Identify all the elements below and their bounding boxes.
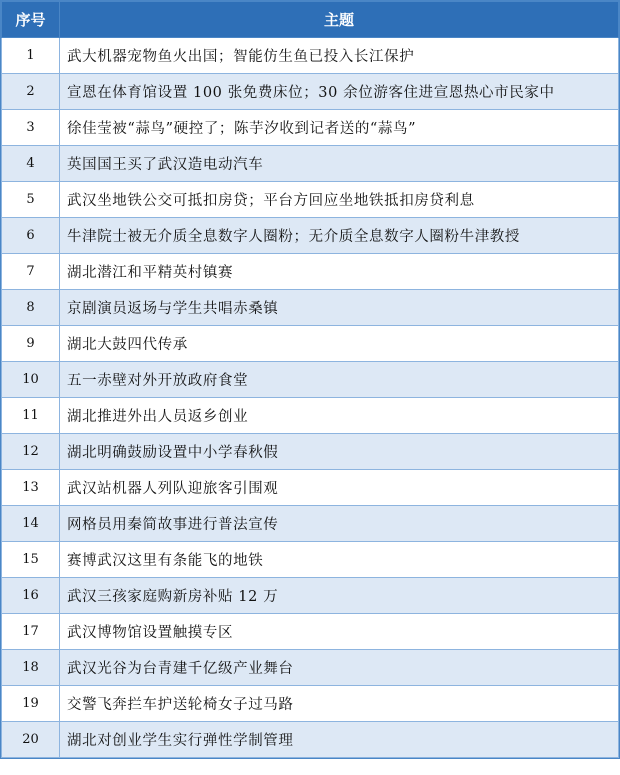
table-row — [2, 362, 619, 398]
row-number: 1 — [2, 38, 60, 74]
row-topic: 牛津院士被无介质全息数字人圈粉；无介质全息数字人圈粉牛津教授 — [60, 218, 619, 254]
row-number: 12 — [2, 434, 60, 470]
row-number: 13 — [2, 470, 60, 506]
row-number: 19 — [2, 686, 60, 722]
table-row — [2, 146, 619, 182]
row-number: 4 — [2, 146, 60, 182]
row-topic: 网格员用秦简故事进行普法宣传 — [60, 506, 619, 542]
table-row — [2, 218, 619, 254]
row-number: 3 — [2, 110, 60, 146]
table-row — [2, 686, 619, 722]
row-topic: 武汉博物馆设置触摸专区 — [60, 614, 619, 650]
row-topic: 交警飞奔拦车护送轮椅女子过马路 — [60, 686, 619, 722]
table-row — [2, 290, 619, 326]
table-row — [2, 74, 619, 110]
row-number: 9 — [2, 326, 60, 362]
row-topic: 赛博武汉这里有条能飞的地铁 — [60, 542, 619, 578]
header-no: 序号 — [2, 2, 60, 38]
table-row — [2, 722, 619, 758]
row-number: 8 — [2, 290, 60, 326]
row-topic: 京剧演员返场与学生共唱赤桑镇 — [60, 290, 619, 326]
row-number: 10 — [2, 362, 60, 398]
row-number: 6 — [2, 218, 60, 254]
row-number: 2 — [2, 74, 60, 110]
table-row — [2, 542, 619, 578]
table-row — [2, 650, 619, 686]
row-topic: 武汉光谷为台青建千亿级产业舞台 — [60, 650, 619, 686]
table-row — [2, 326, 619, 362]
table-row — [2, 38, 619, 74]
table-row — [2, 470, 619, 506]
row-number: 20 — [2, 722, 60, 758]
row-topic: 五一赤壁对外开放政府食堂 — [60, 362, 619, 398]
row-topic: 湖北明确鼓励设置中小学春秋假 — [60, 434, 619, 470]
row-number: 7 — [2, 254, 60, 290]
row-number: 17 — [2, 614, 60, 650]
row-topic: 武大机器宠物鱼火出国；智能仿生鱼已投入长江保护 — [60, 38, 619, 74]
table-row — [2, 578, 619, 614]
row-number: 5 — [2, 182, 60, 218]
table-row — [2, 182, 619, 218]
topics-table — [1, 1, 619, 758]
row-topic: 武汉三孩家庭购新房补贴 12 万 — [60, 578, 619, 614]
row-number: 15 — [2, 542, 60, 578]
table-row — [2, 434, 619, 470]
row-number: 11 — [2, 398, 60, 434]
row-topic: 湖北潜江和平精英村镇赛 — [60, 254, 619, 290]
table-row — [2, 614, 619, 650]
row-number: 18 — [2, 650, 60, 686]
row-topic: 湖北对创业学生实行弹性学制管理 — [60, 722, 619, 758]
table-row — [2, 110, 619, 146]
table-row — [2, 398, 619, 434]
row-topic: 湖北推进外出人员返乡创业 — [60, 398, 619, 434]
row-number: 14 — [2, 506, 60, 542]
table-header-row — [2, 2, 619, 38]
row-topic: 宣恩在体育馆设置 100 张免费床位；30 余位游客住进宣恩热心市民家中 — [60, 74, 619, 110]
row-topic: 徐佳莹被“蒜鸟”硬控了；陈芋汐收到记者送的“蒜鸟” — [60, 110, 619, 146]
row-topic: 武汉坐地铁公交可抵扣房贷；平台方回应坐地铁抵扣房贷利息 — [60, 182, 619, 218]
row-number: 16 — [2, 578, 60, 614]
table-row — [2, 506, 619, 542]
header-topic: 主题 — [60, 2, 619, 38]
table-body — [2, 38, 619, 758]
row-topic: 英国国王买了武汉造电动汽车 — [60, 146, 619, 182]
table-row — [2, 254, 619, 290]
row-topic: 湖北大鼓四代传承 — [60, 326, 619, 362]
row-topic: 武汉站机器人列队迎旅客引围观 — [60, 470, 619, 506]
